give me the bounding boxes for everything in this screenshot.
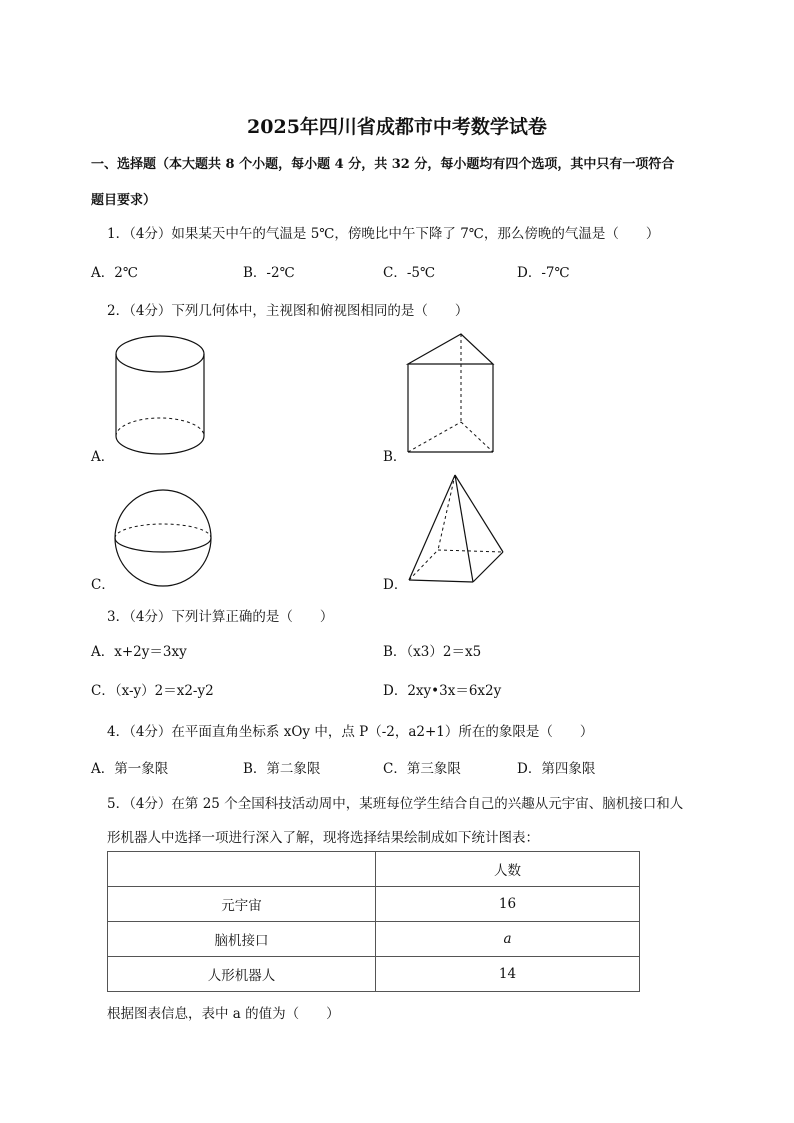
statistics-table [107,851,640,992]
q5-question: 根据图表信息，表中 a 的值为（ ） [107,1006,340,1022]
q4-option-a: A．第一象限 [91,761,169,777]
square-pyramid-figure [405,472,507,588]
q3-stem: 3．（4分）下列计算正确的是（ ） [107,609,334,625]
table-header-cell [108,852,376,887]
q1-option-b: B．-2℃ [243,265,295,281]
table-cell: a [376,922,640,957]
q2-option-b-label: B． [383,449,407,465]
q5-stem-line2: 形机器人中选择一项进行深入了解，现将选择结果绘制成如下统计图表： [107,830,539,846]
triangular-prism-figure [403,330,499,458]
q1-stem: 1．（4分）如果某天中午的气温是 5℃，傍晚比中午下降了 7℃，那么傍晚的气温是（ ） [107,226,660,242]
table-header-row [108,852,640,887]
section-heading-cont: 题目要求） [91,193,157,208]
table-cell: 14 [376,957,640,992]
cylinder-figure [112,332,208,457]
q1-option-a: A．2℃ [91,265,138,281]
q2-option-c-label: C． [91,577,115,593]
q3-option-c: C．（x-y）2＝x2-y2 [91,683,214,699]
table-cell: 元宇宙 [108,887,376,922]
q4-option-d: D．第四象限 [517,761,596,777]
q2-option-a-label: A． [91,449,115,465]
q4-option-b: B．第二象限 [243,761,321,777]
page-title: 2025年四川省成都市中考数学试卷 [247,116,547,138]
q1-option-d: D．-7℃ [517,265,570,281]
q3-option-b: B．（x3）2＝x5 [383,644,482,660]
table-cell: 脑机接口 [108,922,376,957]
table-cell: 人形机器人 [108,957,376,992]
section-heading: 一、选择题（本大题共 8 个小题，每小题 4 分，共 32 分，每小题均有四个选项，其中只有一项符合 [91,157,675,172]
q3-option-d: D．2xy•3x＝6x2y [383,683,502,699]
table-row [108,922,640,957]
table-row [108,887,640,922]
q5-stem-line1: 5．（4分）在第 25 个全国科技活动周中，某班每位学生结合自己的兴趣从元宇宙、脑机接口和人 [107,796,684,812]
q2-stem: 2．（4分）下列几何体中，主视图和俯视图相同的是（ ） [107,303,469,319]
sphere-figure [111,488,215,588]
q3-option-a: A．x+2y＝3xy [91,644,187,660]
q4-stem: 4．（4分）在平面直角坐标系 xOy 中，点 P（-2，a2+1）所在的象限是（ ） [107,724,594,740]
table-header-cell: 人数 [376,852,640,887]
q4-option-c: C．第三象限 [383,761,461,777]
table-row [108,957,640,992]
table-cell: 16 [376,887,640,922]
q1-option-c: C．-5℃ [383,265,436,281]
q2-option-d-label: D． [383,577,408,593]
